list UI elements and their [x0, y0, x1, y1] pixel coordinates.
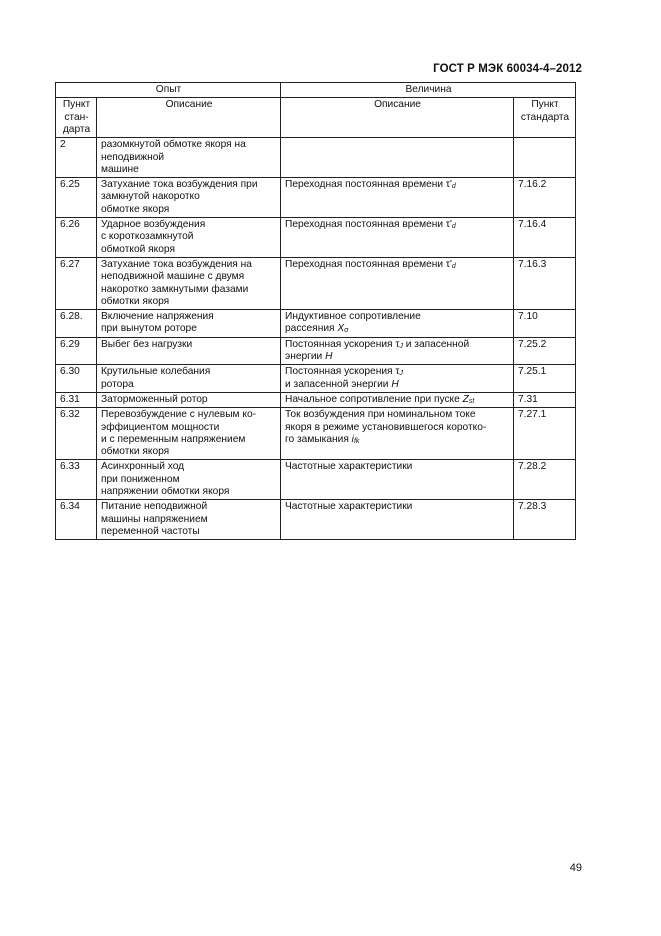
- page-number: 49: [569, 862, 582, 874]
- row-quantity: Ток возбуждения при номинальном токе якоря в режиме установившегося коротко- го замыкания $i_{fk}$: [281, 408, 514, 460]
- row-quantity: Переходная постоянная времени $\tau'_d$: [281, 257, 514, 309]
- row-experiment: Выбег без нагрузки: [97, 337, 281, 365]
- row-clause: 6.27: [56, 257, 97, 309]
- row-clause: 6.32: [56, 408, 97, 460]
- row-quantity: Постоянная ускорения $\tau_J$ и запасенной энергии H: [281, 337, 514, 365]
- table-row: [56, 257, 576, 309]
- row-clause: 6.33: [56, 460, 97, 500]
- row-experiment: Затухание тока возбуждения при замкнутой накоротко обмотке якоря: [97, 178, 281, 218]
- table-row: [56, 365, 576, 393]
- row-clause: 6.31: [56, 392, 97, 407]
- standard-header: ГОСТ Р МЭК 60034-4–2012: [433, 63, 582, 75]
- group-header-quantity: Величина: [281, 83, 576, 98]
- table-row: [56, 392, 576, 407]
- row-quantity: Постоянная ускорения $\tau_J$ и запасенной энергии H: [281, 365, 514, 393]
- col-header-clause: Пункт стан-дарта: [56, 98, 97, 138]
- row-ref: 7.25.1: [514, 365, 576, 393]
- row-ref: 7.16.4: [514, 218, 576, 258]
- row-experiment: Питание неподвижной машины напряжением переменной частоты: [97, 500, 281, 540]
- table-row: [56, 337, 576, 365]
- row-ref: 7.28.2: [514, 460, 576, 500]
- row-quantity: Переходная постоянная времени $\tau'_d$: [281, 218, 514, 258]
- row-experiment: Асинхронный ход при пониженном напряжении обмотки якоря: [97, 460, 281, 500]
- col-header-quantity-description: Описание: [281, 98, 514, 138]
- table-row: [56, 218, 576, 258]
- row-experiment: Заторможенный ротор: [97, 392, 281, 407]
- row-clause: 6.26: [56, 218, 97, 258]
- row-experiment: Включение напряжения при вынутом роторе: [97, 310, 281, 338]
- group-header-experiment: Опыт: [56, 83, 281, 98]
- row-experiment: Крутильные колебания ротора: [97, 365, 281, 393]
- table-row: [56, 500, 576, 540]
- col-header-standard-clause: Пункт стандарта: [514, 98, 576, 138]
- table-row: [56, 138, 576, 178]
- test-table: [55, 82, 576, 540]
- row-clause: 6.30: [56, 365, 97, 393]
- row-ref: 7.16.2: [514, 178, 576, 218]
- row-experiment: разомкнутой обмотке якоря на неподвижной машине: [97, 138, 281, 178]
- table-row: [56, 460, 576, 500]
- row-experiment: Ударное возбуждения с короткозамкнутой обмоткой якоря: [97, 218, 281, 258]
- row-clause: 6.29: [56, 337, 97, 365]
- row-quantity: Частотные характеристики: [281, 460, 514, 500]
- table-row: [56, 178, 576, 218]
- row-clause: 2: [56, 138, 97, 178]
- row-ref: 7.28.3: [514, 500, 576, 540]
- row-quantity: [281, 138, 514, 178]
- row-clause: 6.25: [56, 178, 97, 218]
- row-ref: 7.27.1: [514, 408, 576, 460]
- row-experiment: Перевозбуждение с нулевым ко- эффициентом мощности и с переменным напряжением обмотки якоря: [97, 408, 281, 460]
- row-ref: 7.31: [514, 392, 576, 407]
- table-row: [56, 310, 576, 338]
- row-clause: 6.34: [56, 500, 97, 540]
- table-row: [56, 408, 576, 460]
- row-ref: 7.10: [514, 310, 576, 338]
- col-header-experiment-description: Описание: [97, 98, 281, 138]
- row-quantity: Переходная постоянная времени $\tau'_d$: [281, 178, 514, 218]
- row-quantity: Индуктивное сопротивление рассеяния $X_\sigma$: [281, 310, 514, 338]
- row-clause: 6.28.: [56, 310, 97, 338]
- row-ref: 7.25.2: [514, 337, 576, 365]
- row-quantity: Частотные характеристики: [281, 500, 514, 540]
- row-quantity: Начальное сопротивление при пуске $Z_{st}$: [281, 392, 514, 407]
- row-experiment: Затухание тока возбуждения на неподвижной машине с двумя накоротко замкнутыми фазами обмотки якоря: [97, 257, 281, 309]
- row-ref: 7.16.3: [514, 257, 576, 309]
- row-ref: [514, 138, 576, 178]
